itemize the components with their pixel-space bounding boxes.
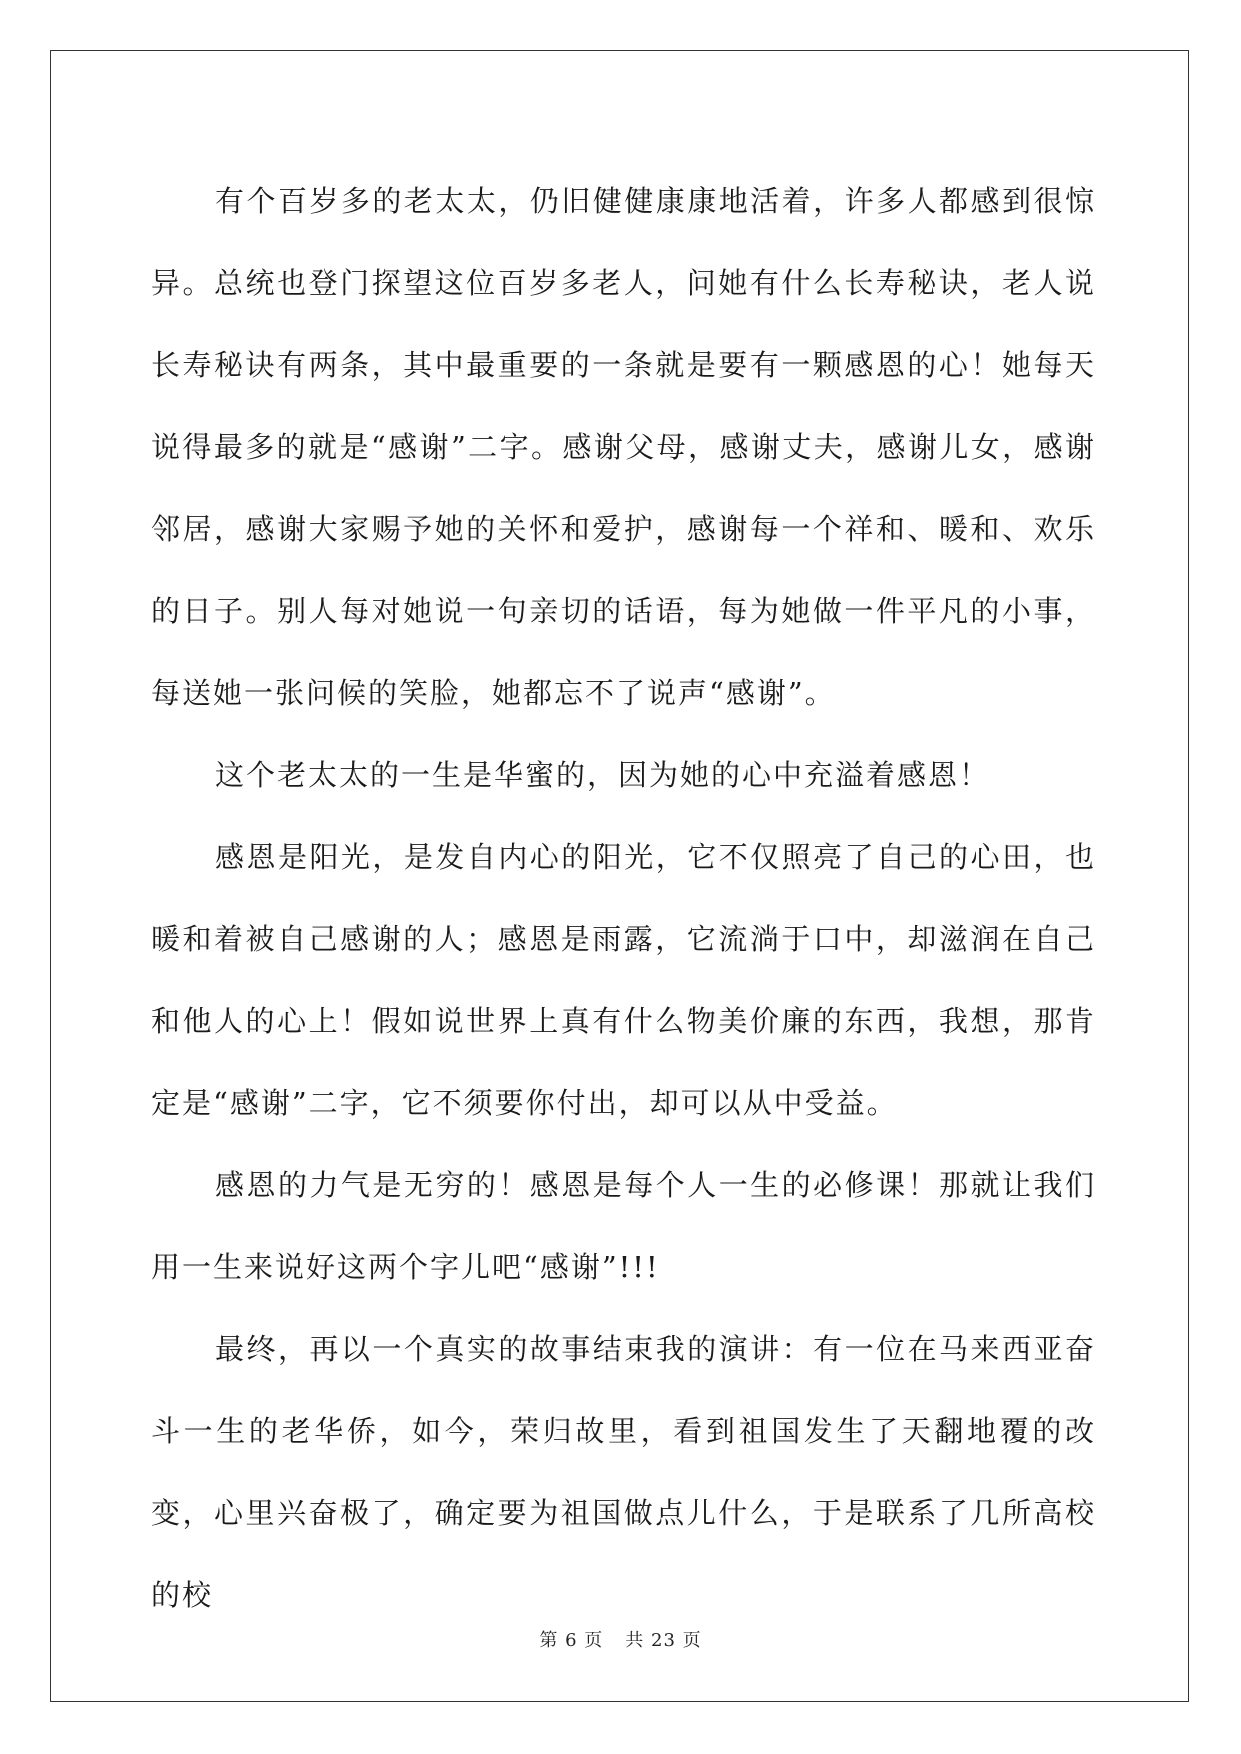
paragraph-3: 感恩是阳光，是发自内心的阳光，它不仅照亮了自己的心田，也暖和着被自己感谢的人；感恩是雨露，它流淌于口中，却滋润在自己和他人的心上！假如说世界上真有什么物美价廉的东西，我想，那肯定是“感谢”二字，它不须要你付出，却可以从中受益。	[151, 840, 1096, 1120]
page-total: 共 23 页	[625, 1630, 702, 1651]
paragraph-2: 这个老太太的一生是华蜜的，因为她的心中充溢着感恩！	[215, 758, 991, 792]
page-footer	[0, 1626, 1241, 1652]
paragraph-5: 最终，再以一个真实的故事结束我的演讲：有一位在马来西亚奋斗一生的老华侨，如今，荣归故里，看到祖国发生了天翻地覆的改变，心里兴奋极了，确定要为祖国做点儿什么，于是联系了几所高校的校	[151, 1332, 1096, 1612]
page-number: 第 6 页	[539, 1630, 604, 1651]
paragraph-4: 感恩的力气是无穷的！感恩是每个人一生的必修课！那就让我们用一生来说好这两个字儿吧“感谢”!!!	[151, 1168, 1096, 1284]
document-body	[151, 160, 1096, 1636]
paragraph-1: 有个百岁多的老太太，仍旧健健康康地活着，许多人都感到很惊异。总统也登门探望这位百岁多老人，问她有什么长寿秘诀，老人说长寿秘诀有两条，其中最重要的一条就是要有一颗感恩的心！她每天说得最多的就是“感谢”二字。感谢父母，感谢丈夫，感谢儿女，感谢邻居，感谢大家赐予她的关怀和爱护，感谢每一个祥和、暖和、欢乐的日子。别人每对她说一句亲切的话语，每为她做一件平凡的小事，每送她一张问候的笑脸，她都忘不了说声“感谢”。	[151, 184, 1096, 710]
